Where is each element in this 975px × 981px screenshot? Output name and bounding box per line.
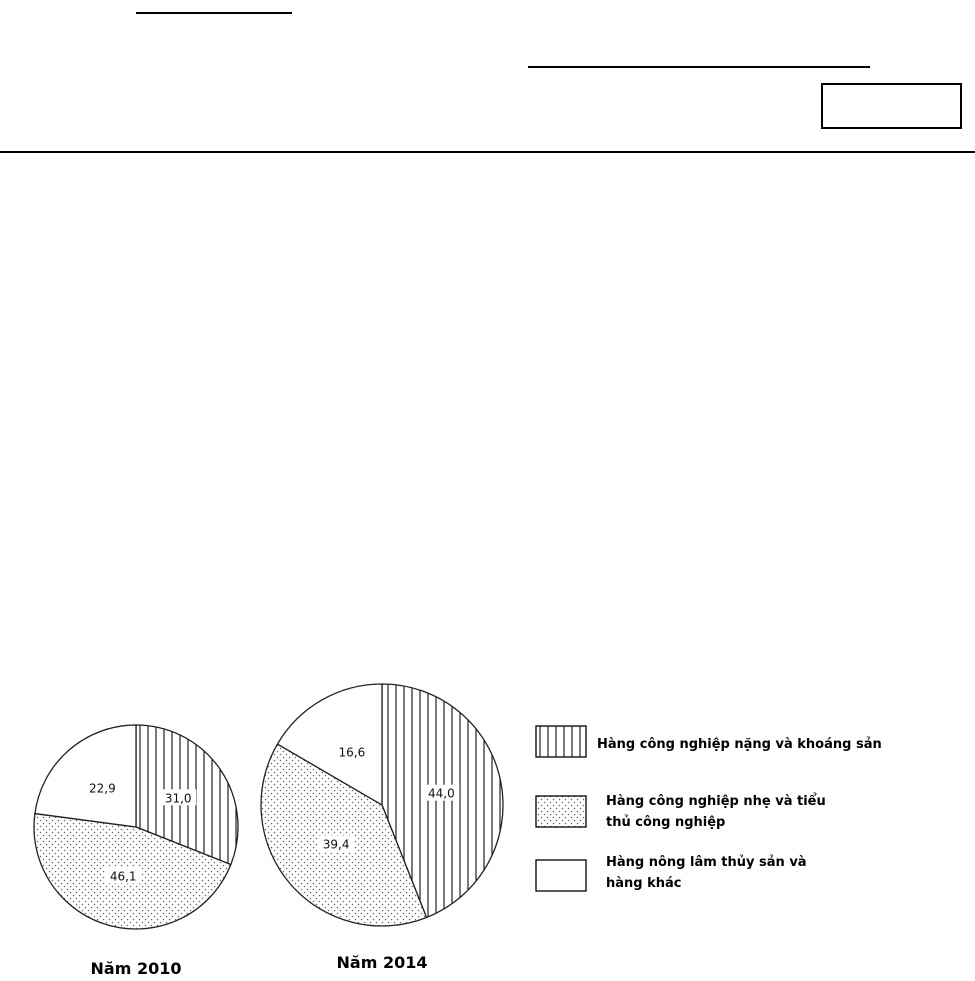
pie-2 — [261, 684, 503, 972]
legend-swatch-light-industry — [536, 796, 586, 827]
pie-1-value-label-agro-forestry-fishery: 22,9 — [89, 781, 116, 796]
pie-1-value-label-light-industry: 46,1 — [109, 869, 137, 884]
legend-item-heavy-industry — [536, 726, 882, 757]
legend-label-light-industry-line-2: thủ công nghiệp — [606, 815, 726, 830]
legend-label-heavy-industry-line-1: Hàng công nghiệp nặng và khoáng sản — [597, 737, 882, 752]
legend-swatch-heavy-industry — [536, 726, 586, 757]
legend-item-agro-forestry-fishery — [536, 855, 807, 891]
legend-label-agro-forestry-fishery-line-2: hàng khác — [606, 876, 682, 891]
pie-2-value-label-light-industry: 39,4 — [322, 837, 350, 852]
pie-2-value-label-heavy-industry: 44,0 — [428, 786, 455, 801]
legend-item-light-industry — [536, 793, 826, 830]
pie-1-slice-agro-forestry-fishery — [35, 725, 136, 827]
pie-1 — [34, 725, 238, 978]
legend-label-agro-forestry-fishery-line-1: Hàng nông lâm thủy sản và — [606, 855, 807, 870]
legend-swatch-agro-forestry-fishery — [536, 860, 586, 891]
pie-1-year-label: Năm 2010 — [90, 959, 182, 978]
pie-1-value-label-heavy-industry: 31,0 — [164, 791, 192, 806]
pie-2-value-label-agro-forestry-fishery: 16,6 — [338, 745, 366, 760]
legend-label-light-industry-line-1: Hàng công nghiệp nhẹ và tiểu — [606, 794, 826, 809]
pie-2-year-label: Năm 2014 — [336, 953, 428, 972]
